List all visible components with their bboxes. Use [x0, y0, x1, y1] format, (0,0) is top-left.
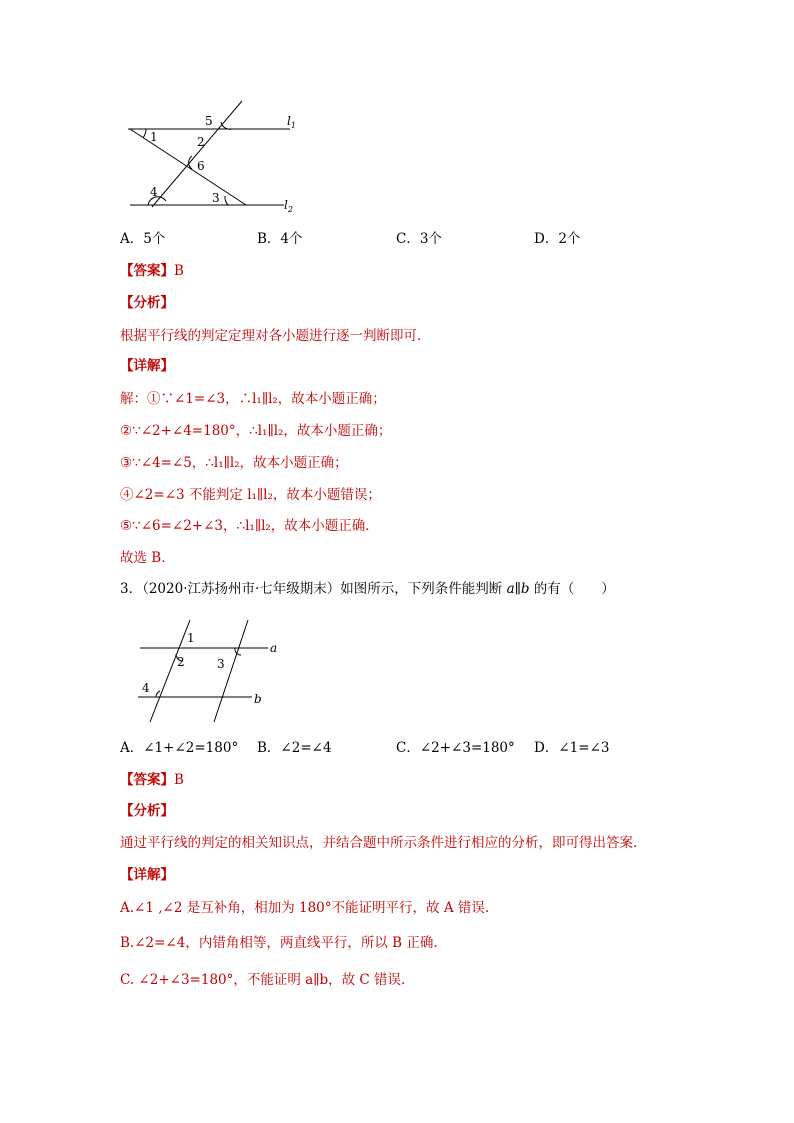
- transversal-left: [150, 620, 190, 722]
- label-b: b: [254, 692, 262, 706]
- q3-option-c: C．∠2+∠3=180°: [396, 740, 515, 756]
- figure-parallel-lines-l1-l2: [118, 95, 318, 217]
- transversal-2: [152, 101, 242, 207]
- label-a: a: [270, 641, 278, 655]
- q3-stem-math: a∥b: [506, 581, 530, 597]
- figure-parallel-lines-a-b: [132, 616, 282, 726]
- q3-detail-tag: 【详解】: [120, 867, 174, 883]
- q2-detail-line-2: ②∵∠2+∠4=180°，∴l₁∥l₂，故本小题正确；: [120, 423, 392, 439]
- transversal-right: [214, 620, 248, 722]
- label-angle-6: 6: [197, 159, 205, 173]
- label-angle-3: 3: [212, 191, 220, 205]
- label-angle-4: 4: [142, 681, 150, 695]
- label-l1: $l_1$: [287, 114, 296, 130]
- q3-answer-value: B: [174, 772, 184, 788]
- q2-detail-line-1: 解：①∵∠1=∠3，∴l₁∥l₂，故本小题正确；: [120, 391, 386, 407]
- q3-answer-tag: 【答案】: [120, 772, 174, 788]
- q3-analysis-tag: 【分析】: [120, 803, 174, 819]
- q2-option-a: A．5个: [120, 231, 166, 247]
- arc-angle-4: [156, 691, 160, 697]
- label-angle-3: 3: [217, 657, 225, 671]
- q2-option-c: C．3个: [396, 231, 442, 247]
- q3-detail-line-2: B.∠2=∠4，内错角相等，两直线平行，所以 B 正确.: [120, 935, 438, 951]
- transversal-1: [130, 129, 246, 205]
- q2-detail-line-5: ⑤∵∠6=∠2+∠3，∴l₁∥l₂，故本小题正确．: [120, 518, 379, 534]
- q3-stem-prefix: 3．（2020·江苏扬州市·七年级期末）如图所示，下列条件能判断: [120, 581, 507, 597]
- label-angle-1: 1: [150, 130, 158, 144]
- label-angle-5: 5: [205, 114, 213, 128]
- arc-angle-3: [225, 196, 228, 205]
- q2-conclusion: 故选 B．: [120, 550, 175, 566]
- q3-stem-suffix: 的有（ ）: [529, 581, 615, 597]
- q3-option-b: B．∠2=∠4: [257, 740, 332, 756]
- q2-option-d: D．2个: [534, 231, 581, 247]
- q3-stem: [120, 580, 615, 598]
- q2-answer-value: B: [174, 263, 184, 279]
- q2-answer: [120, 262, 184, 280]
- q2-option-b: B．4个: [257, 231, 303, 247]
- q3-answer: [120, 771, 184, 789]
- q2-options: [120, 230, 680, 248]
- label-l2: $l_2$: [284, 198, 293, 214]
- q3-detail-line-1: A.∠1 ,∠2 是互补角，相加为 180°不能证明平行，故 A 错误.: [120, 900, 490, 916]
- q2-analysis-tag: 【分析】: [120, 295, 174, 311]
- q2-detail-tag: 【详解】: [120, 358, 174, 374]
- label-angle-1: 1: [187, 631, 195, 645]
- arc-angle-1: [143, 129, 146, 138]
- label-angle-4: 4: [150, 185, 158, 199]
- q2-analysis-text: 根据平行线的判定定理对各小题进行逐一判断即可．: [120, 328, 431, 344]
- q3-options: [120, 739, 680, 757]
- q3-option-d: D．∠1=∠3: [534, 740, 610, 756]
- q2-detail-line-3: ③∵∠4=∠5，∴l₁∥l₂，故本小题正确；: [120, 455, 348, 471]
- q3-detail-line-3: C. ∠2+∠3=180°，不能证明 a∥b，故 C 错误.: [120, 972, 406, 988]
- label-angle-2: 2: [197, 135, 205, 149]
- q2-detail-line-4: ④∠2=∠3 不能判定 l₁∥l₂，故本小题错误；: [120, 487, 381, 503]
- q3-analysis-text: 通过平行线的判定的相关知识点，并结合题中所示条件进行相应的分析，即可得出答案.: [120, 835, 638, 851]
- label-angle-2: 2: [177, 655, 185, 669]
- q3-option-a: A．∠1+∠2=180°: [120, 740, 239, 756]
- q2-answer-tag: 【答案】: [120, 263, 174, 279]
